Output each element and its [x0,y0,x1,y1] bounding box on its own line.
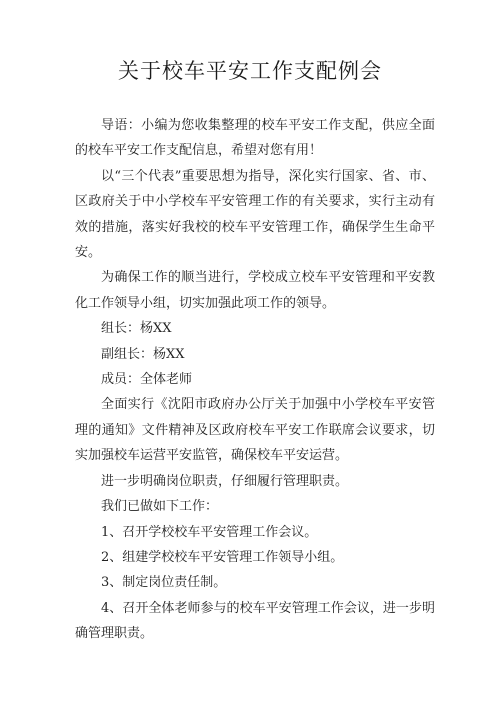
list-item: 3、制定岗位责任制。 [101,575,227,591]
members-line: 成员：全体老师 [101,372,193,388]
responsibility-paragraph: 进一步明确岗位职责，仔细履行管理职责。 [101,473,349,489]
document-title: 关于校车平安工作支配例会 [118,59,382,83]
group-leader-line: 组长：杨XX [101,321,172,337]
deputy-leader-line: 副组长：杨XX [101,346,185,362]
list-item: 4、召开全体老师参与的校车平安管理工作会议，进一步明确管理职责。 [75,600,435,642]
intro-paragraph: 导语：小编为您收集整理的校车平安工作支配，供应全面的校车平安工作支配信息，希望对您有用！ [75,118,435,159]
leadership-group-paragraph: 为确保工作的顺当进行，学校成立校车平安管理和平安教化工作领导小组，切实加强此项工作的领导。 [75,270,435,311]
document-body [75,113,435,647]
completed-work-heading: 我们已做如下工作： [101,499,219,515]
list-item: 1、召开学校校车平安管理工作会议。 [101,524,318,540]
list-item: 2、组建学校校车平安管理工作领导小组。 [101,549,344,565]
implementation-paragraph: 全面实行《沈阳市政府办公厅关于加强中小学校车平安管理的通知》文件精神及区政府校车平安工作联席会议要求，切实加强校车运营平安监管，确保校车平安运营。 [75,397,435,464]
guiding-principle-paragraph: 以“三个代表”重要思想为指导，深化实行国家、省、市、区政府关于中小学校车平安管理工作的有关要求，实行主动有效的措施，落实好我校的校车平安管理工作，确保学生生命平安。 [75,168,435,261]
